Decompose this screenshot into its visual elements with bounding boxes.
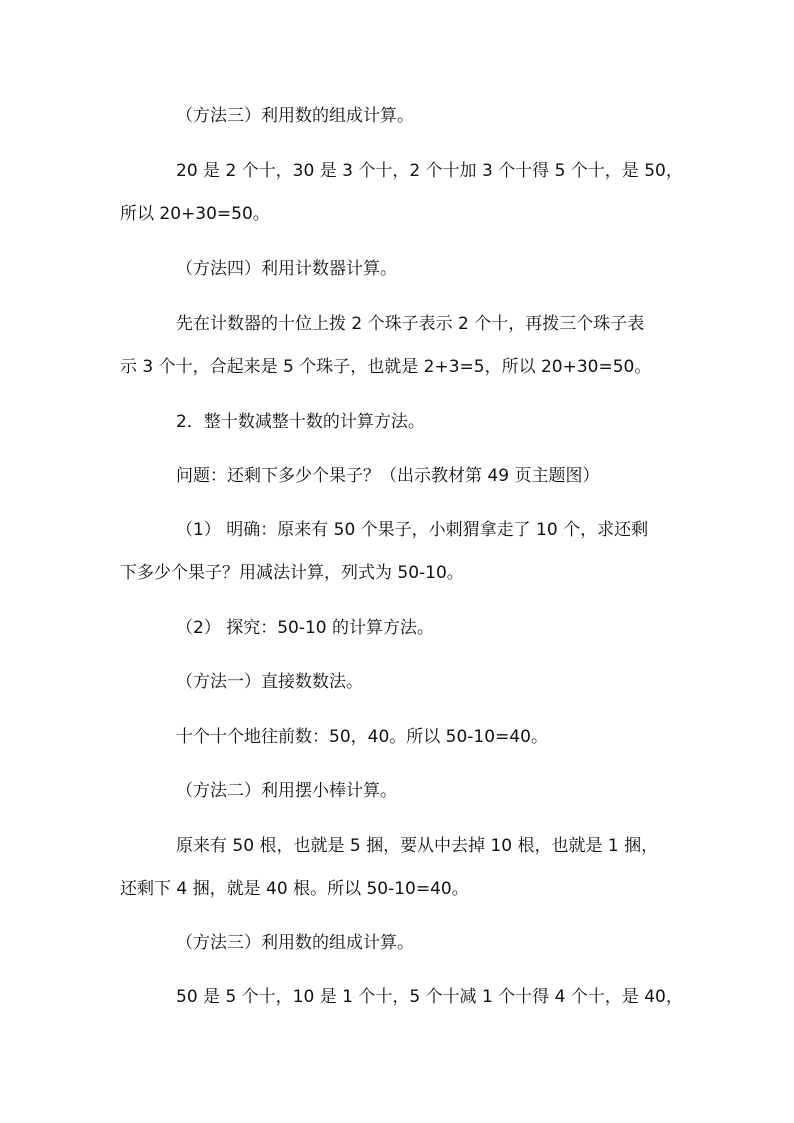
paragraph-line: 下多少个果子？用减法计算，列式为 50-10。	[120, 563, 464, 583]
paragraph-line: 还剩下 4 捆，就是 40 根。所以 50-10=40。	[120, 879, 469, 899]
paragraph-line: （2） 探究：50-10 的计算方法。	[176, 618, 435, 638]
method-one-heading: （方法一）直接数数法。	[176, 672, 363, 692]
paragraph-line: 示 3 个十，合起来是 5 个珠子，也就是 2+3=5，所以 20+30=50。	[120, 357, 652, 377]
paragraph-line: 20 是 2 个十，30 是 3 个十，2 个十加 3 个十得 5 个十，是 50，	[176, 161, 683, 181]
paragraph-line: 原来有 50 根，也就是 5 捆，要从中去掉 10 根，也就是 1 捆，	[176, 836, 659, 856]
paragraph-line: 十个十个地往前数：50，40。所以 50-10=40。	[176, 727, 548, 747]
paragraph-line: 所以 20+30=50。	[120, 204, 270, 224]
paragraph-line: （1） 明确：原来有 50 个果子，小刺猬拿走了 10 个，求还剩	[176, 520, 649, 540]
section-heading: 2．整十数减整十数的计算方法。	[176, 412, 425, 432]
paragraph-line: 先在计数器的十位上拨 2 个珠子表示 2 个十，再拨三个珠子表	[176, 314, 645, 334]
question-line: 问题：还剩下多少个果子？（出示教材第 49 页主题图）	[176, 466, 600, 486]
method-three-heading: （方法三）利用数的组成计算。	[176, 106, 414, 126]
method-two-heading: （方法二）利用摆小棒计算。	[176, 781, 397, 801]
method-three-heading: （方法三）利用数的组成计算。	[176, 933, 414, 953]
paragraph-line: 50 是 5 个十，10 是 1 个十，5 个十减 1 个十得 4 个十，是 40，	[176, 987, 683, 1007]
method-four-heading: （方法四）利用计数器计算。	[176, 259, 397, 279]
